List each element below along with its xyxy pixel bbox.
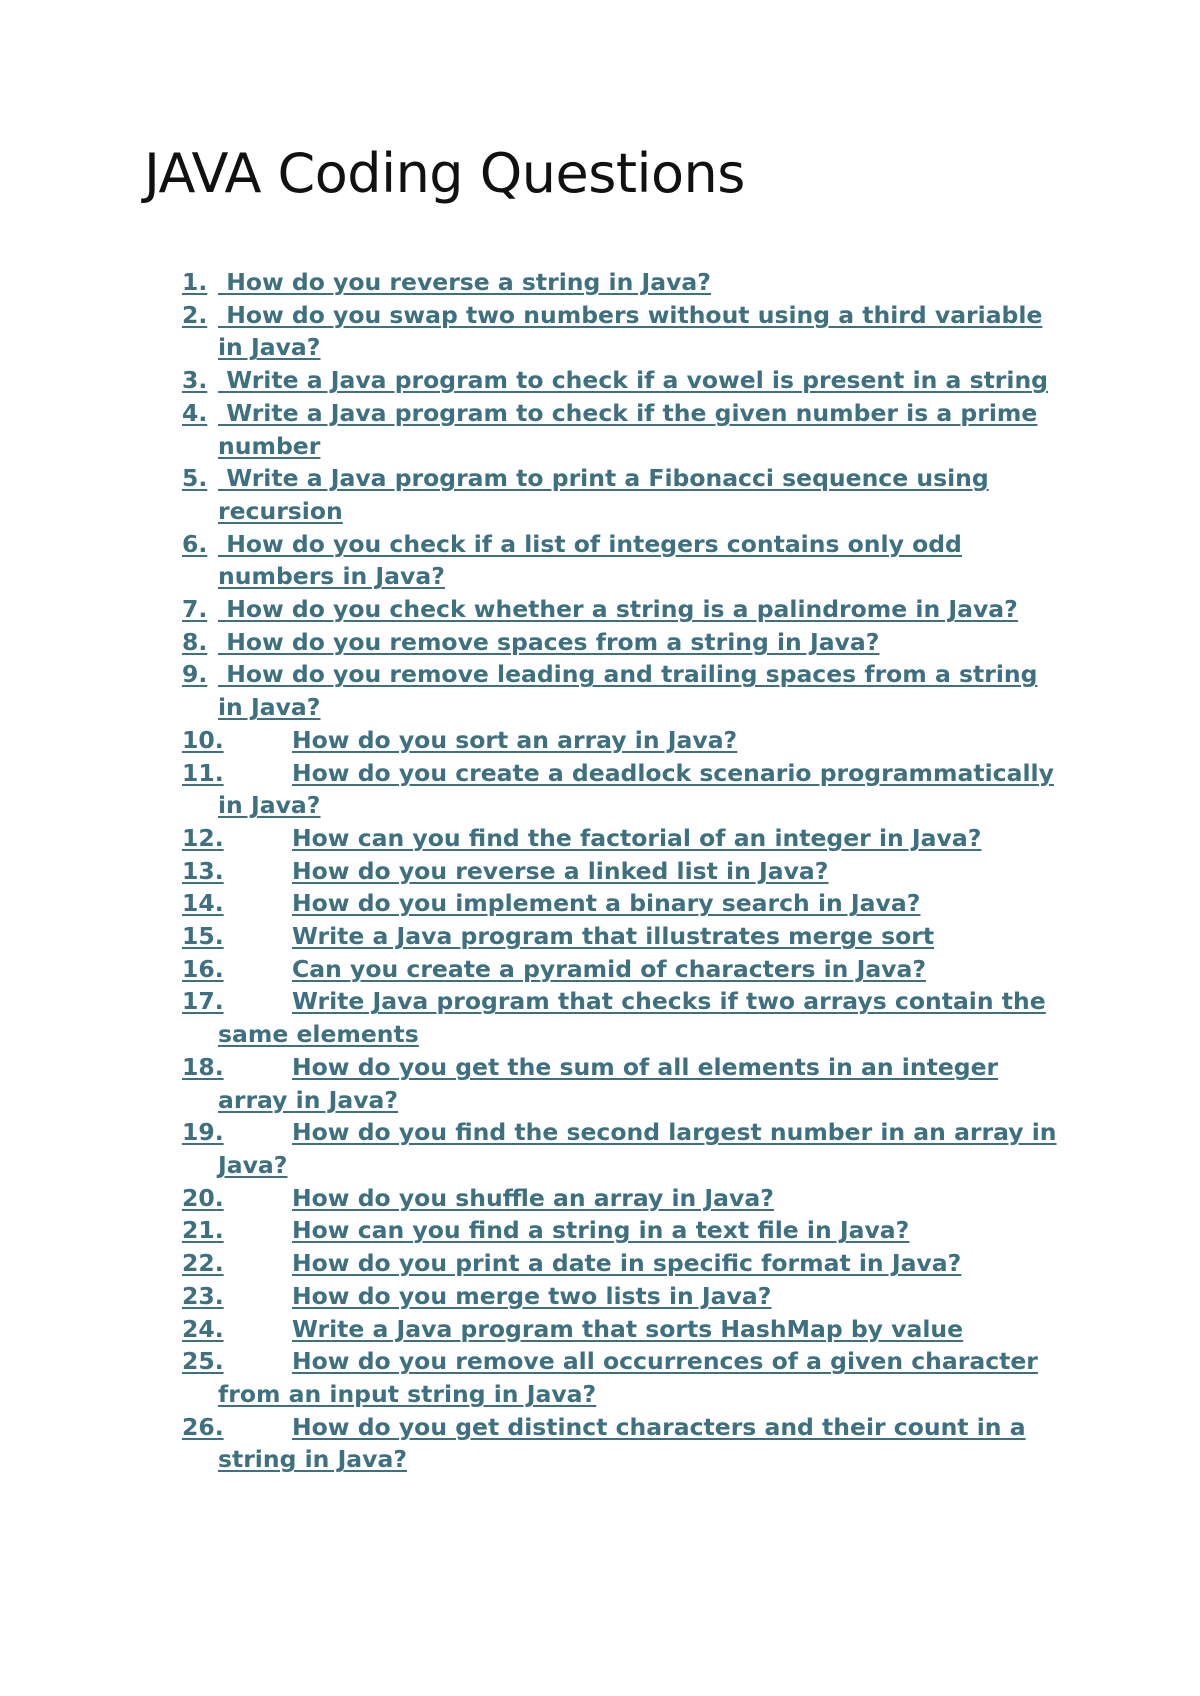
question-number: 2.: [182, 300, 208, 329]
question-item[interactable]: [182, 1313, 1062, 1346]
question-item[interactable]: [182, 1247, 1062, 1280]
question-link[interactable]: [182, 922, 935, 951]
question-text: How do you remove leading and trailing spaces from a string in Java?: [218, 660, 1038, 722]
question-number: 7.: [182, 595, 208, 624]
question-number: 9.: [182, 660, 208, 689]
question-link[interactable]: [182, 725, 738, 754]
question-text: Can you create a pyramid of characters in Java?: [292, 954, 926, 983]
question-text: How do you remove spaces from a string in Java?: [226, 627, 880, 656]
question-text: Write a Java program to print a Fibonacci sequence using recursion: [218, 464, 989, 525]
question-text: How do you check whether a string is a palindrome in Java?: [226, 595, 1018, 624]
question-text: Write a Java program that illustrates merge sort: [292, 922, 935, 951]
question-text: How do you reverse a linked list in Java?: [292, 856, 829, 885]
question-number: 12.: [182, 823, 224, 852]
question-item[interactable]: [182, 1182, 1062, 1215]
question-item[interactable]: [182, 528, 1062, 593]
question-link[interactable]: [182, 1052, 999, 1114]
question-item[interactable]: [182, 626, 1062, 659]
question-text: How do you merge two lists in Java?: [292, 1281, 772, 1310]
question-item[interactable]: [182, 397, 1062, 462]
question-item[interactable]: [182, 593, 1062, 626]
question-link[interactable]: [182, 1216, 910, 1245]
question-number: 21.: [182, 1216, 224, 1245]
question-link[interactable]: [182, 464, 989, 525]
question-text: How can you find the factorial of an integer in Java?: [292, 823, 982, 852]
question-text: How do you remove all occurrences of a given character from an input string in Java?: [218, 1347, 1038, 1408]
question-number: 24.: [182, 1314, 224, 1343]
question-link[interactable]: [182, 823, 982, 852]
question-link[interactable]: [182, 1249, 962, 1278]
question-number: 20.: [182, 1183, 224, 1212]
question-item[interactable]: [182, 887, 1062, 920]
question-link[interactable]: [182, 856, 829, 885]
question-link[interactable]: [182, 1347, 1038, 1408]
question-item[interactable]: [182, 822, 1062, 855]
question-number: 5.: [182, 464, 208, 493]
question-item[interactable]: [182, 1214, 1062, 1247]
question-text: How do you reverse a string in Java?: [226, 268, 711, 296]
question-text: How do you shuffle an array in Java?: [292, 1183, 774, 1212]
question-number: 18.: [182, 1052, 224, 1081]
question-number: 11.: [182, 758, 224, 787]
question-link[interactable]: [182, 529, 962, 591]
question-link[interactable]: [182, 1281, 772, 1310]
question-item[interactable]: [182, 658, 1062, 723]
question-link[interactable]: [182, 987, 1046, 1049]
question-item[interactable]: [182, 299, 1062, 364]
question-link[interactable]: [182, 268, 711, 296]
question-number: 4.: [182, 398, 208, 427]
question-link[interactable]: [182, 366, 1048, 395]
question-text: How do you get distinct characters and their count in a string in Java?: [218, 1412, 1026, 1474]
question-text: How do you check if a list of integers contains only odd numbers in Java?: [218, 529, 962, 591]
question-link[interactable]: [182, 758, 1054, 820]
question-number: 16.: [182, 954, 224, 983]
question-item[interactable]: [182, 1411, 1062, 1476]
question-number: 17.: [182, 987, 224, 1016]
question-text: Write a Java program to check if a vowel is present in a string: [226, 366, 1048, 395]
question-number: 26.: [182, 1412, 224, 1441]
question-text: How do you create a deadlock scenario programmatically in Java?: [218, 758, 1054, 820]
question-text: How do you print a date in specific format in Java?: [292, 1249, 962, 1278]
question-link[interactable]: [182, 1118, 1057, 1179]
question-link[interactable]: [182, 398, 1038, 460]
question-number: 3.: [182, 366, 208, 395]
question-link[interactable]: [182, 1314, 964, 1343]
question-number: 14.: [182, 889, 224, 918]
question-number: 19.: [182, 1118, 224, 1147]
question-text: How do you find the second largest number in an array in Java?: [218, 1118, 1057, 1179]
question-link[interactable]: [182, 1412, 1026, 1474]
question-text: How do you sort an array in Java?: [292, 725, 738, 754]
question-number: 13.: [182, 856, 224, 885]
question-item[interactable]: [182, 364, 1062, 397]
question-item[interactable]: [182, 724, 1062, 757]
question-number: 15.: [182, 922, 224, 951]
question-number: 25.: [182, 1347, 224, 1376]
question-link[interactable]: [182, 595, 1018, 624]
question-item[interactable]: [182, 757, 1062, 822]
question-number: 1.: [182, 268, 208, 296]
question-item[interactable]: [182, 920, 1062, 953]
question-item[interactable]: [182, 1280, 1062, 1313]
question-link[interactable]: [182, 627, 880, 656]
question-item[interactable]: [182, 985, 1062, 1050]
question-text: Write Java program that checks if two arrays contain the same elements: [218, 987, 1046, 1049]
question-list: [182, 266, 1062, 1476]
question-item[interactable]: [182, 1345, 1062, 1410]
question-text: How do you implement a binary search in Java?: [292, 889, 921, 918]
question-number: 22.: [182, 1249, 224, 1278]
question-number: 6.: [182, 529, 208, 558]
question-text: How can you find a string in a text file in Java?: [292, 1216, 910, 1245]
question-text: Write a Java program that sorts HashMap by value: [292, 1314, 964, 1343]
question-number: 23.: [182, 1281, 224, 1310]
question-link[interactable]: [182, 889, 921, 918]
question-text: How do you get the sum of all elements in an integer array in Java?: [218, 1052, 999, 1114]
question-number: 8.: [182, 627, 208, 656]
question-text: Write a Java program to check if the given number is a prime number: [218, 398, 1038, 460]
question-link[interactable]: [182, 660, 1038, 722]
question-number: 10.: [182, 725, 224, 754]
question-link[interactable]: [182, 954, 926, 983]
question-link[interactable]: [182, 300, 1043, 362]
page-title: JAVA Coding Questions: [144, 142, 745, 205]
question-item[interactable]: [182, 953, 1062, 986]
question-item[interactable]: [182, 1051, 1062, 1116]
question-item[interactable]: [182, 1116, 1062, 1181]
question-item[interactable]: [182, 266, 1062, 299]
question-item[interactable]: [182, 462, 1062, 527]
question-text: How do you swap two numbers without using a third variable in Java?: [218, 300, 1043, 362]
question-item[interactable]: [182, 855, 1062, 888]
question-link[interactable]: [182, 1183, 774, 1212]
